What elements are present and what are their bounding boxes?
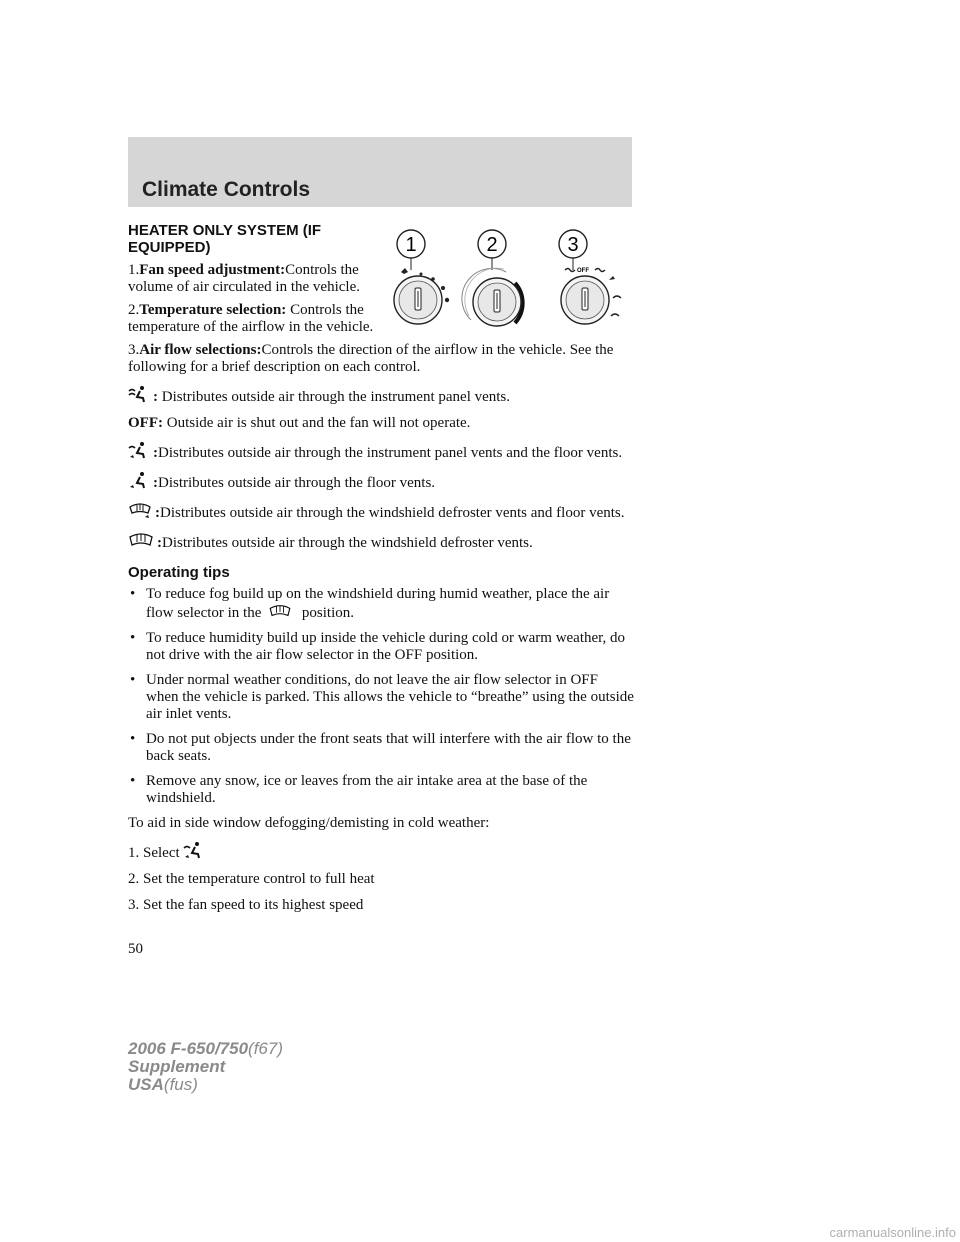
defog-intro: To aid in side window defogging/demisting in cold weather: [128, 815, 490, 831]
defrost-icon [265, 603, 295, 619]
footer-model-code: (f67) [248, 1039, 284, 1058]
footer-line-3 [128, 1076, 283, 1094]
callout-2-label: 2 [486, 234, 498, 256]
tip-text: position. [301, 605, 354, 621]
tip-text: Under normal weather conditions, do not leave the air flow selector in OFF when the vehicle is parked. This allows the vehicle to “breathe” using the outside air inlet vents. [146, 672, 634, 722]
tip-text: Do not put objects under the front seats that will interfere with the air flow to the back seats. [146, 731, 631, 764]
footer [128, 1040, 283, 1094]
defog-step-3: 3. Set the fan speed to its highest speed [128, 897, 364, 913]
mode-label: OFF: [128, 415, 163, 431]
item-label: Fan speed adjustment: [139, 262, 286, 278]
list-item: • Under normal weather conditions, do not leave the air flow selector in OFF when the vehicle is parked. This allows the vehicle to “breathe” using the outside air inlet vents. [130, 672, 634, 722]
mode-panel [128, 385, 634, 406]
floor-vent-icon [128, 471, 150, 489]
footer-model: 2006 F-650/750 [128, 1039, 249, 1058]
tip-text: Remove any snow, ice or leaves from the air intake area at the base of the windshield. [146, 773, 588, 806]
mode-label: : [153, 475, 158, 491]
mode-text: Distributes outside air through the instrument panel vents and the floor vents. [158, 445, 623, 461]
footer-market-code: (fus) [163, 1075, 198, 1094]
main-content [128, 222, 634, 914]
list-item: • Remove any snow, ice or leaves from the air intake area at the base of the windshield. [130, 773, 588, 806]
off-label: OFF [577, 268, 589, 274]
operating-tips-heading: Operating tips [128, 564, 230, 581]
floor-defrost-icon [128, 501, 152, 519]
item-number: 3. [128, 342, 140, 358]
item-air-flow [128, 342, 634, 376]
mode-label: : [155, 505, 160, 521]
item-number: 1. [128, 262, 140, 278]
mode-text: Distributes outside air through the floor vents. [158, 475, 436, 491]
mode-label: : [153, 389, 158, 405]
watermark: carmanualsonline.info [829, 1225, 956, 1240]
footer-line-1 [128, 1040, 283, 1058]
tip-text: To reduce fog build up on the windshield during humid weather, place the air flow selector in the [146, 586, 610, 621]
mode-text: Distributes outside air through the instrument panel vents. [161, 389, 511, 405]
page-title: Climate Controls [142, 178, 311, 201]
item-label: Air flow selections: [139, 342, 262, 358]
step-text: 1. Select [128, 845, 180, 861]
footer-line-2: Supplement [128, 1057, 226, 1076]
defog-step-1 [128, 841, 634, 862]
footer-market: USA [128, 1075, 164, 1094]
item-text: Controls the direction of the airflow in the vehicle. See the following for a brief description on each control. [128, 342, 614, 375]
panel-floor-icon [183, 841, 205, 859]
item-text: Controls the volume of air circulated in the vehicle. [128, 262, 360, 295]
mode-text: Distributes outside air through the windshield defroster vents and floor vents. [160, 505, 625, 521]
mode-label: : [157, 535, 162, 551]
section-title: HEATER ONLY SYSTEM (IF EQUIPPED) [128, 222, 322, 256]
page-number: 50 [128, 941, 143, 957]
tip-text: To reduce humidity build up inside the vehicle during cold or warm weather, do not drive with the air flow selector in the OFF position. [146, 630, 626, 663]
defrost-icon [128, 531, 154, 549]
mode-panel-floor [128, 441, 634, 462]
mode-text: Outside air is shut out and the fan will not operate. [166, 415, 471, 431]
panel-vent-icon [128, 385, 150, 403]
mode-floor [128, 471, 634, 492]
list-item: • Do not put objects under the front seats that will interfere with the air flow to the back seats. [130, 731, 631, 764]
item-text: Controls the temperature of the airflow in the vehicle. [128, 302, 374, 335]
panel-floor-icon [128, 441, 150, 459]
item-fan-speed [128, 262, 378, 296]
mode-off [128, 415, 634, 432]
callout-3-label: 3 [567, 234, 579, 256]
item-number: 2. [128, 302, 140, 318]
list-item: • To reduce fog build up on the windshield during humid weather, place the air flow selector in the position. [130, 586, 610, 621]
list-item: • To reduce humidity build up inside the vehicle during cold or warm weather, do not drive with the air flow selector in the OFF position. [130, 630, 626, 663]
defog-step-2: 2. Set the temperature control to full heat [128, 871, 375, 887]
operating-tips-list [128, 586, 634, 807]
callout-1-label: 1 [405, 234, 417, 256]
item-temperature [128, 302, 378, 336]
mode-label: : [153, 445, 158, 461]
mode-text: Distributes outside air through the windshield defroster vents. [162, 535, 533, 551]
mode-defrost [128, 531, 634, 552]
item-label: Temperature selection: [139, 302, 287, 318]
mode-floor-defrost [128, 501, 634, 522]
